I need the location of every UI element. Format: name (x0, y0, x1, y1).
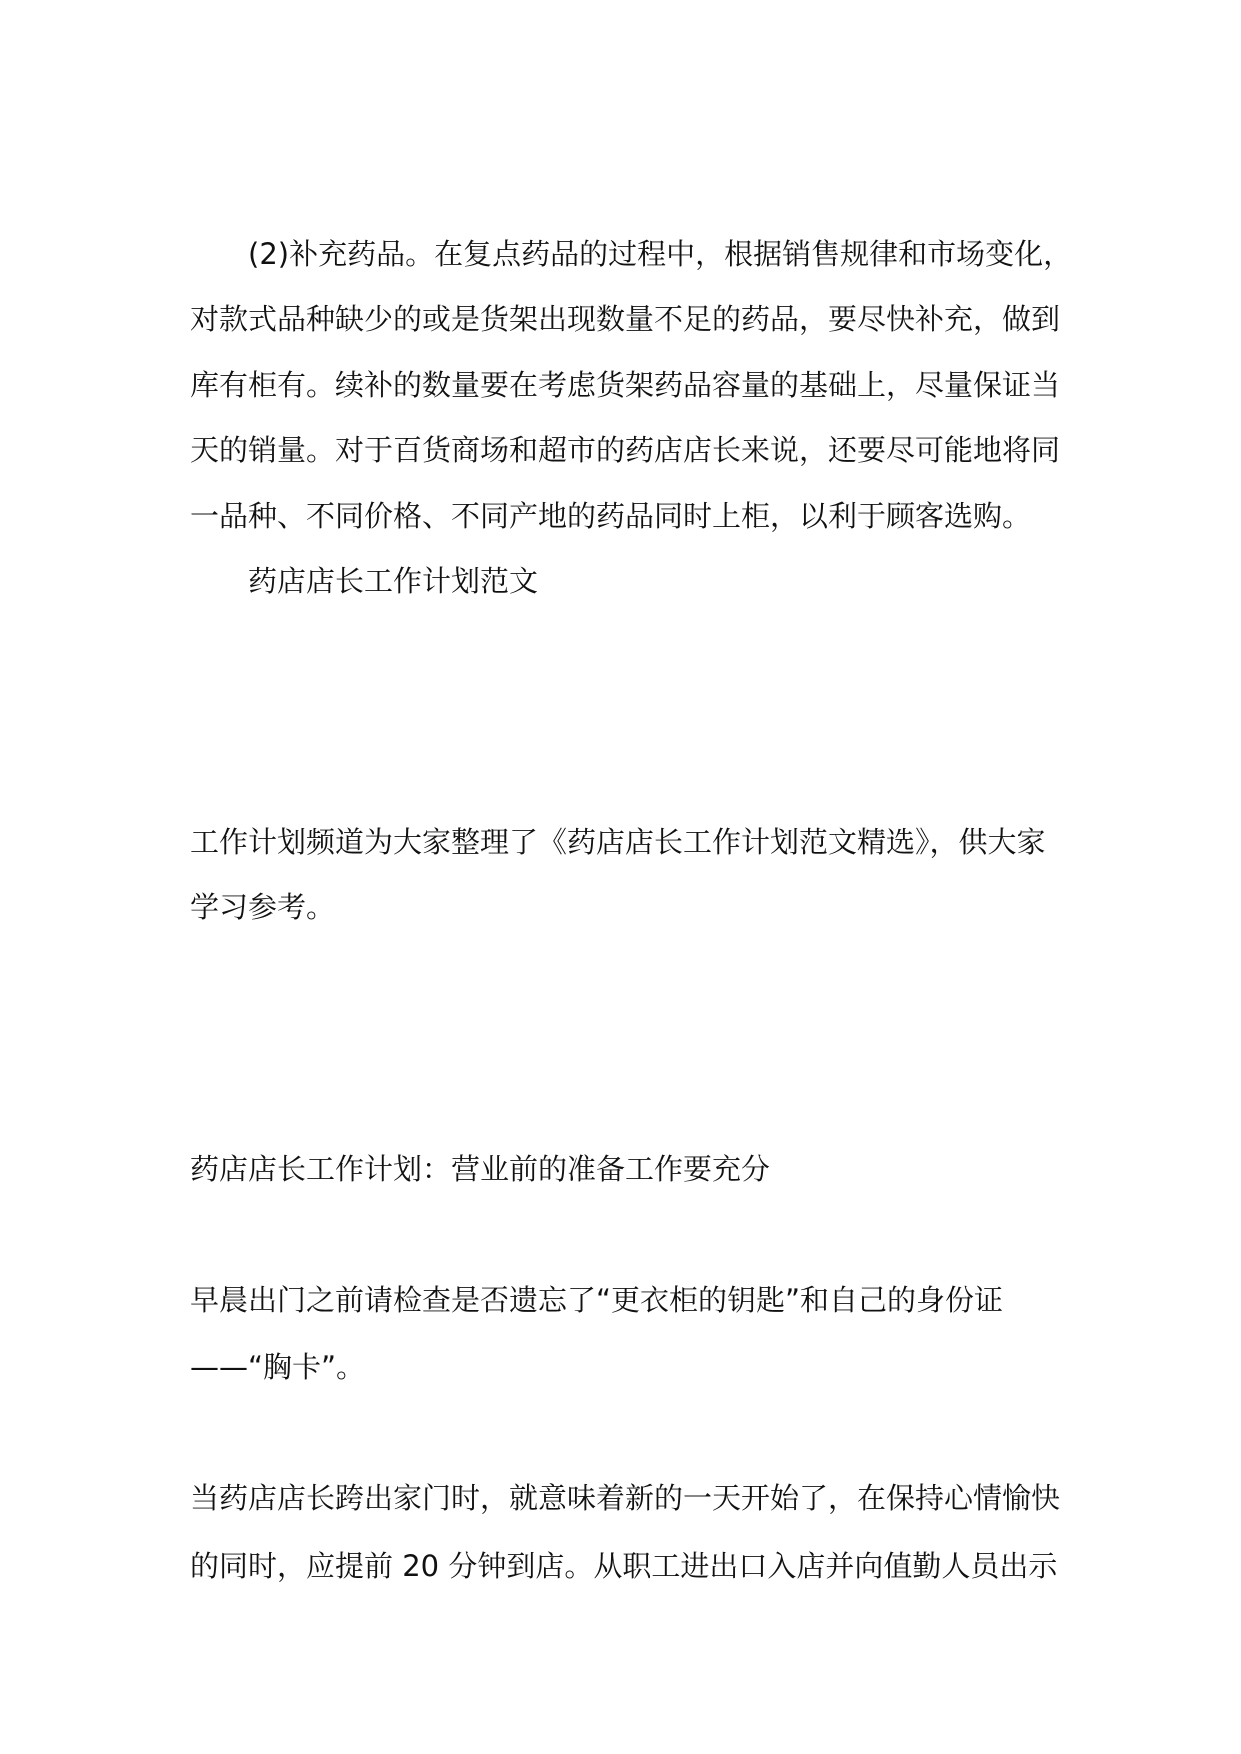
paragraph-line: 早晨出门之前请检查是否遗忘了“更衣柜的钥匙”和自己的身份证 (190, 1283, 1004, 1317)
paragraph-line: 库有柜有。续补的数量要在考虑货架药品容量的基础上，尽量保证当 (190, 368, 1061, 402)
paragraph-line: 工作计划频道为大家整理了《药店店长工作计划范文精选》，供大家 (190, 825, 1046, 859)
paragraph-line: (2)补充药品。在复点药品的过程中，根据销售规律和市场变化， (248, 237, 1073, 271)
paragraph-line: 对款式品种缺少的或是货架出现数量不足的药品，要尽快补充，做到 (190, 302, 1061, 336)
paragraph-line: 学习参考。 (190, 890, 336, 924)
heading-line: 药店店长工作计划：营业前的准备工作要充分 (190, 1152, 771, 1186)
heading-line: 药店店长工作计划范文 (248, 564, 539, 598)
paragraph-line: 当药店店长跨出家门时，就意味着新的一天开始了，在保持心情愉快 (190, 1481, 1061, 1515)
paragraph-line: 一品种、不同价格、不同产地的药品同时上柜，以利于顾客选购。 (190, 499, 1032, 533)
paragraph-line: ——“胸卡”。 (190, 1350, 366, 1384)
paragraph-line: 的同时，应提前 20 分钟到店。从职工进出口入店并向值勤人员出示 (190, 1549, 1058, 1583)
paragraph-line: 天的销量。对于百货商场和超市的药店店长来说，还要尽可能地将同 (190, 433, 1061, 467)
